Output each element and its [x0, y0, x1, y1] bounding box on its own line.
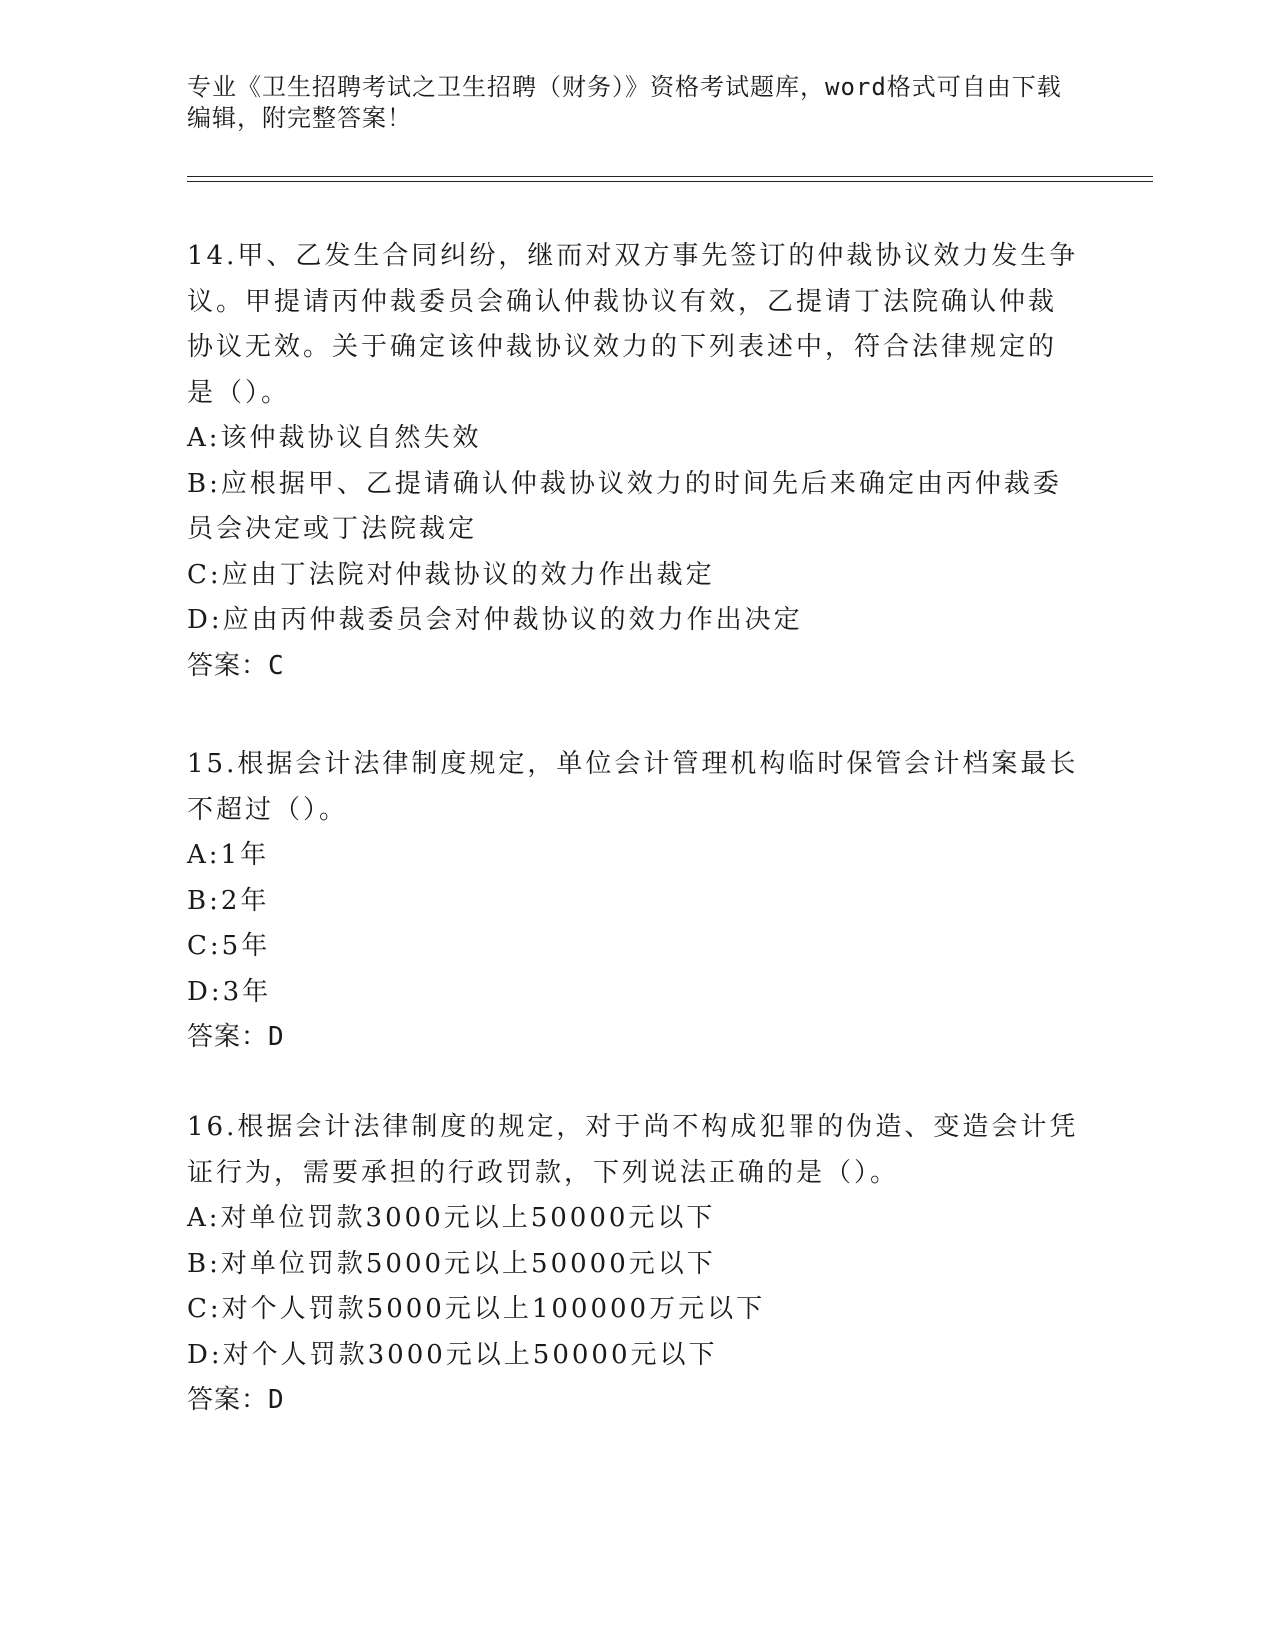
option-d: D:对个人罚款3000元以上50000元以下 [187, 1339, 718, 1370]
answer-label: 答案：D [187, 1385, 285, 1415]
header-divider-top [187, 176, 1153, 177]
question-stem-line: 证行为，需要承担的行政罚款，下列说法正确的是（）。 [187, 1157, 900, 1188]
option-a: A:对单位罚款3000元以上50000元以下 [187, 1203, 716, 1233]
question-16 [187, 1105, 1077, 1424]
option-a: A:1年 [187, 840, 270, 870]
document-header [187, 72, 1067, 134]
option-c: C:对个人罚款5000元以上100000万元以下 [187, 1294, 766, 1324]
question-stem-line: 15.根据会计法律制度规定，单位会计管理机构临时保管会计档案最长 [187, 749, 1079, 779]
option-d: D:3年 [187, 976, 272, 1007]
header-divider-bottom [187, 181, 1153, 182]
option-c: C:5年 [187, 931, 271, 961]
option-b: B:对单位罚款5000元以上50000元以下 [187, 1248, 716, 1279]
option-c: C:应由丁法院对仲裁协议的效力作出裁定 [187, 559, 715, 590]
option-a: A:该仲裁协议自然失效 [187, 423, 482, 453]
option-b-continued: 员会决定或丁法院裁定 [187, 514, 478, 544]
answer-label: 答案：C [187, 650, 285, 681]
question-14 [187, 234, 1077, 689]
question-stem-line: 14.甲、乙发生合同纠纷，继而对双方事先签订的仲裁协议效力发生争 [187, 241, 1079, 271]
option-d: D:应由丙仲裁委员会对仲裁协议的效力作出决定 [187, 605, 803, 635]
question-stem-line: 不超过（）。 [187, 794, 349, 825]
header-line-2: 编辑，附完整答案！ [187, 104, 412, 132]
question-stem-line: 协议无效。关于确定该仲裁协议效力的下列表述中，符合法律规定的 [187, 332, 1058, 362]
option-b: B:2年 [187, 885, 270, 916]
question-15 [187, 742, 1077, 1061]
question-stem-line: 是（）。 [187, 377, 291, 408]
option-b: B:应根据甲、乙提请确认仲裁协议效力的时间先后来确定由丙仲裁委 [187, 468, 1062, 499]
question-stem-line: 议。甲提请丙仲裁委员会确认仲裁协议有效，乙提请丁法院确认仲裁 [187, 286, 1058, 317]
answer-label: 答案：D [187, 1022, 285, 1052]
question-stem-line: 16.根据会计法律制度的规定，对于尚不构成犯罪的伪造、变造会计凭 [187, 1112, 1079, 1142]
header-line-1: 专业《卫生招聘考试之卫生招聘（财务）》资格考试题库，word格式可自由下载 [187, 73, 1062, 101]
